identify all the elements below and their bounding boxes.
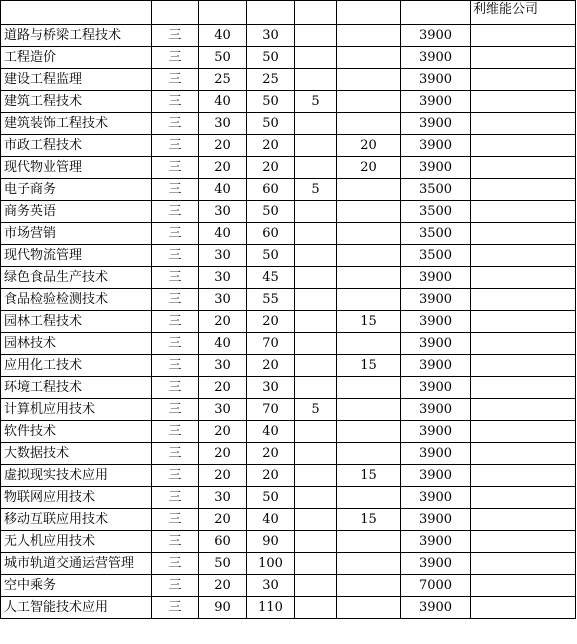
years-cell: 三	[152, 597, 199, 619]
note-cell	[471, 597, 576, 619]
tuition-cell: 3900	[401, 421, 471, 443]
note-cell	[471, 421, 576, 443]
note-cell	[471, 25, 576, 47]
table-body	[1, 1, 576, 619]
years-cell: 三	[152, 355, 199, 377]
plan-c-cell	[295, 377, 337, 399]
plan-d-cell: 15	[337, 465, 401, 487]
note-cell	[471, 531, 576, 553]
table-row	[1, 201, 576, 223]
tuition-cell: 3900	[401, 355, 471, 377]
plan-c-cell	[295, 597, 337, 619]
major-cell: 环境工程技术	[1, 377, 152, 399]
table-row	[1, 597, 576, 619]
header-years-cell	[152, 1, 199, 25]
years-cell: 三	[152, 421, 199, 443]
years-cell: 三	[152, 377, 199, 399]
plan-b-cell: 40	[247, 421, 295, 443]
note-cell	[471, 399, 576, 421]
major-cell: 绿色食品生产技术	[1, 267, 152, 289]
plan-d-cell	[337, 113, 401, 135]
note-cell	[471, 267, 576, 289]
plan-b-cell: 30	[247, 25, 295, 47]
plan-c-cell	[295, 289, 337, 311]
plan-c-cell	[295, 157, 337, 179]
years-cell: 三	[152, 289, 199, 311]
tuition-cell: 3500	[401, 245, 471, 267]
tuition-cell: 3900	[401, 311, 471, 333]
plan-d-cell	[337, 399, 401, 421]
major-cell: 应用化工技术	[1, 355, 152, 377]
plan-d-cell	[337, 47, 401, 69]
tuition-cell: 3900	[401, 509, 471, 531]
note-cell	[471, 509, 576, 531]
plan-a-cell: 20	[199, 311, 247, 333]
tuition-cell: 3900	[401, 267, 471, 289]
plan-a-cell: 30	[199, 355, 247, 377]
plan-c-cell: 5	[295, 399, 337, 421]
major-cell: 空中乘务	[1, 575, 152, 597]
years-cell: 三	[152, 25, 199, 47]
plan-b-cell: 70	[247, 333, 295, 355]
years-cell: 三	[152, 311, 199, 333]
plan-c-cell	[295, 135, 337, 157]
plan-c-cell	[295, 333, 337, 355]
plan-a-cell: 30	[199, 245, 247, 267]
major-cell: 计算机应用技术	[1, 399, 152, 421]
plan-d-cell: 15	[337, 311, 401, 333]
major-cell: 移动互联应用技术	[1, 509, 152, 531]
plan-a-cell: 40	[199, 223, 247, 245]
note-cell	[471, 465, 576, 487]
header-plan-a-cell	[199, 1, 247, 25]
plan-b-cell: 70	[247, 399, 295, 421]
table-row	[1, 421, 576, 443]
plan-d-cell	[337, 487, 401, 509]
table-row	[1, 223, 576, 245]
plan-c-cell	[295, 245, 337, 267]
note-cell	[471, 443, 576, 465]
note-cell	[471, 47, 576, 69]
plan-d-cell	[337, 421, 401, 443]
plan-c-cell	[295, 311, 337, 333]
plan-c-cell	[295, 223, 337, 245]
plan-a-cell: 50	[199, 553, 247, 575]
major-cell: 电子商务	[1, 179, 152, 201]
plan-b-cell: 20	[247, 135, 295, 157]
plan-d-cell	[337, 245, 401, 267]
plan-b-cell: 20	[247, 355, 295, 377]
years-cell: 三	[152, 135, 199, 157]
plan-a-cell: 20	[199, 509, 247, 531]
plan-d-cell: 20	[337, 157, 401, 179]
table-row	[1, 135, 576, 157]
plan-b-cell: 20	[247, 443, 295, 465]
plan-a-cell: 20	[199, 575, 247, 597]
plan-b-cell: 50	[247, 201, 295, 223]
major-cell: 虚拟现实技术应用	[1, 465, 152, 487]
tuition-cell: 3900	[401, 399, 471, 421]
tuition-cell: 3900	[401, 597, 471, 619]
plan-a-cell: 40	[199, 25, 247, 47]
header-plan-b-cell	[247, 1, 295, 25]
plan-d-cell: 15	[337, 509, 401, 531]
note-cell	[471, 69, 576, 91]
plan-b-cell: 55	[247, 289, 295, 311]
plan-a-cell: 20	[199, 443, 247, 465]
plan-a-cell: 20	[199, 135, 247, 157]
major-cell: 市场营销	[1, 223, 152, 245]
note-cell	[471, 553, 576, 575]
major-cell: 建筑工程技术	[1, 91, 152, 113]
plan-a-cell: 40	[199, 91, 247, 113]
table-row	[1, 531, 576, 553]
note-cell	[471, 333, 576, 355]
plan-a-cell: 40	[199, 333, 247, 355]
years-cell: 三	[152, 223, 199, 245]
plan-a-cell: 20	[199, 421, 247, 443]
tuition-cell: 3900	[401, 487, 471, 509]
table-row	[1, 465, 576, 487]
table-row	[1, 179, 576, 201]
major-cell: 人工智能技术应用	[1, 597, 152, 619]
plan-d-cell	[337, 267, 401, 289]
table-row	[1, 575, 576, 597]
plan-c-cell: 5	[295, 91, 337, 113]
major-cell: 现代物业管理	[1, 157, 152, 179]
plan-d-cell	[337, 179, 401, 201]
table-row	[1, 289, 576, 311]
plan-c-cell	[295, 267, 337, 289]
table-row	[1, 443, 576, 465]
header-plan-d-cell	[337, 1, 401, 25]
plan-b-cell: 50	[247, 113, 295, 135]
header-tuition-cell	[401, 1, 471, 25]
plan-a-cell: 20	[199, 465, 247, 487]
plan-c-cell	[295, 25, 337, 47]
table-row	[1, 333, 576, 355]
tuition-cell: 7000	[401, 575, 471, 597]
plan-d-cell	[337, 223, 401, 245]
major-cell: 大数据技术	[1, 443, 152, 465]
major-cell: 食品检验检测技术	[1, 289, 152, 311]
plan-a-cell: 50	[199, 47, 247, 69]
plan-d-cell	[337, 25, 401, 47]
years-cell: 三	[152, 69, 199, 91]
years-cell: 三	[152, 575, 199, 597]
table-row	[1, 157, 576, 179]
tuition-cell: 3900	[401, 289, 471, 311]
plan-d-cell: 15	[337, 355, 401, 377]
plan-b-cell: 25	[247, 69, 295, 91]
tuition-cell: 3500	[401, 179, 471, 201]
plan-a-cell: 30	[199, 399, 247, 421]
years-cell: 三	[152, 201, 199, 223]
plan-c-cell	[295, 531, 337, 553]
note-cell	[471, 311, 576, 333]
plan-b-cell: 40	[247, 509, 295, 531]
plan-a-cell: 20	[199, 377, 247, 399]
plan-d-cell	[337, 333, 401, 355]
table-row	[1, 69, 576, 91]
tuition-cell: 3900	[401, 377, 471, 399]
plan-b-cell: 30	[247, 377, 295, 399]
table-row	[1, 91, 576, 113]
plan-c-cell	[295, 355, 337, 377]
plan-c-cell	[295, 201, 337, 223]
note-cell	[471, 245, 576, 267]
tuition-cell: 3900	[401, 443, 471, 465]
major-cell: 软件技术	[1, 421, 152, 443]
tuition-cell: 3900	[401, 135, 471, 157]
table-row	[1, 311, 576, 333]
years-cell: 三	[152, 179, 199, 201]
header-note-cell: 利维能公司	[471, 1, 576, 25]
plan-b-cell: 20	[247, 465, 295, 487]
plan-c-cell	[295, 443, 337, 465]
header-plan-c-cell	[295, 1, 337, 25]
major-cell: 现代物流管理	[1, 245, 152, 267]
plan-b-cell: 110	[247, 597, 295, 619]
header-major-cell	[1, 1, 152, 25]
major-cell: 道路与桥梁工程技术	[1, 25, 152, 47]
plan-d-cell	[337, 201, 401, 223]
plan-a-cell: 30	[199, 113, 247, 135]
plan-a-cell: 30	[199, 487, 247, 509]
plan-b-cell: 50	[247, 47, 295, 69]
major-cell: 园林工程技术	[1, 311, 152, 333]
plan-c-cell	[295, 553, 337, 575]
table-row	[1, 47, 576, 69]
tuition-cell: 3500	[401, 223, 471, 245]
table-row	[1, 25, 576, 47]
table-row	[1, 553, 576, 575]
years-cell: 三	[152, 47, 199, 69]
major-cell: 建筑装饰工程技术	[1, 113, 152, 135]
years-cell: 三	[152, 157, 199, 179]
table-row	[1, 487, 576, 509]
plan-a-cell: 20	[199, 157, 247, 179]
major-cell: 无人机应用技术	[1, 531, 152, 553]
plan-a-cell: 30	[199, 201, 247, 223]
major-cell: 园林技术	[1, 333, 152, 355]
note-cell	[471, 289, 576, 311]
plan-b-cell: 45	[247, 267, 295, 289]
tuition-cell: 3900	[401, 553, 471, 575]
plan-a-cell: 90	[199, 597, 247, 619]
tuition-cell: 3900	[401, 47, 471, 69]
years-cell: 三	[152, 465, 199, 487]
note-cell	[471, 487, 576, 509]
note-cell	[471, 201, 576, 223]
plan-b-cell: 60	[247, 223, 295, 245]
note-cell	[471, 135, 576, 157]
major-cell: 城市轨道交通运营管理	[1, 553, 152, 575]
plan-a-cell: 40	[199, 179, 247, 201]
note-cell	[471, 179, 576, 201]
plan-c-cell	[295, 69, 337, 91]
major-cell: 建设工程监理	[1, 69, 152, 91]
plan-c-cell: 5	[295, 179, 337, 201]
plan-c-cell	[295, 113, 337, 135]
years-cell: 三	[152, 553, 199, 575]
table-row	[1, 267, 576, 289]
plan-b-cell: 20	[247, 311, 295, 333]
plan-d-cell	[337, 553, 401, 575]
header-row	[1, 1, 576, 25]
tuition-cell: 3900	[401, 69, 471, 91]
table-row	[1, 355, 576, 377]
years-cell: 三	[152, 487, 199, 509]
plan-b-cell: 100	[247, 553, 295, 575]
plan-c-cell	[295, 421, 337, 443]
major-cell: 商务英语	[1, 201, 152, 223]
years-cell: 三	[152, 531, 199, 553]
plan-d-cell	[337, 575, 401, 597]
table-row	[1, 113, 576, 135]
plan-c-cell	[295, 465, 337, 487]
years-cell: 三	[152, 333, 199, 355]
plan-a-cell: 25	[199, 69, 247, 91]
plan-b-cell: 50	[247, 245, 295, 267]
plan-d-cell	[337, 289, 401, 311]
plan-a-cell: 30	[199, 289, 247, 311]
tuition-cell: 3500	[401, 201, 471, 223]
table-row	[1, 509, 576, 531]
note-cell	[471, 377, 576, 399]
plan-d-cell	[337, 443, 401, 465]
plan-c-cell	[295, 487, 337, 509]
tuition-cell: 3900	[401, 113, 471, 135]
tuition-cell: 3900	[401, 333, 471, 355]
plan-b-cell: 60	[247, 179, 295, 201]
plan-a-cell: 60	[199, 531, 247, 553]
note-cell	[471, 575, 576, 597]
tuition-cell: 3900	[401, 157, 471, 179]
table-row	[1, 377, 576, 399]
years-cell: 三	[152, 113, 199, 135]
years-cell: 三	[152, 267, 199, 289]
plan-a-cell: 30	[199, 267, 247, 289]
plan-b-cell: 50	[247, 91, 295, 113]
major-cell: 市政工程技术	[1, 135, 152, 157]
plan-c-cell	[295, 575, 337, 597]
note-cell	[471, 157, 576, 179]
years-cell: 三	[152, 399, 199, 421]
plan-d-cell	[337, 91, 401, 113]
major-cell: 工程造价	[1, 47, 152, 69]
major-cell: 物联网应用技术	[1, 487, 152, 509]
note-cell	[471, 113, 576, 135]
tuition-cell: 3900	[401, 25, 471, 47]
note-cell	[471, 91, 576, 113]
years-cell: 三	[152, 443, 199, 465]
years-cell: 三	[152, 91, 199, 113]
years-cell: 三	[152, 509, 199, 531]
table-row	[1, 245, 576, 267]
tuition-cell: 3900	[401, 465, 471, 487]
note-cell	[471, 355, 576, 377]
plan-d-cell	[337, 69, 401, 91]
plan-b-cell: 50	[247, 487, 295, 509]
plan-c-cell	[295, 47, 337, 69]
tuition-cell: 3900	[401, 91, 471, 113]
note-cell	[471, 223, 576, 245]
years-cell: 三	[152, 245, 199, 267]
table-row	[1, 399, 576, 421]
tuition-cell: 3900	[401, 531, 471, 553]
plan-d-cell	[337, 531, 401, 553]
plan-b-cell: 90	[247, 531, 295, 553]
plan-b-cell: 30	[247, 575, 295, 597]
plan-b-cell: 20	[247, 157, 295, 179]
plan-d-cell	[337, 597, 401, 619]
plan-c-cell	[295, 509, 337, 531]
plan-d-cell	[337, 377, 401, 399]
plan-d-cell: 20	[337, 135, 401, 157]
